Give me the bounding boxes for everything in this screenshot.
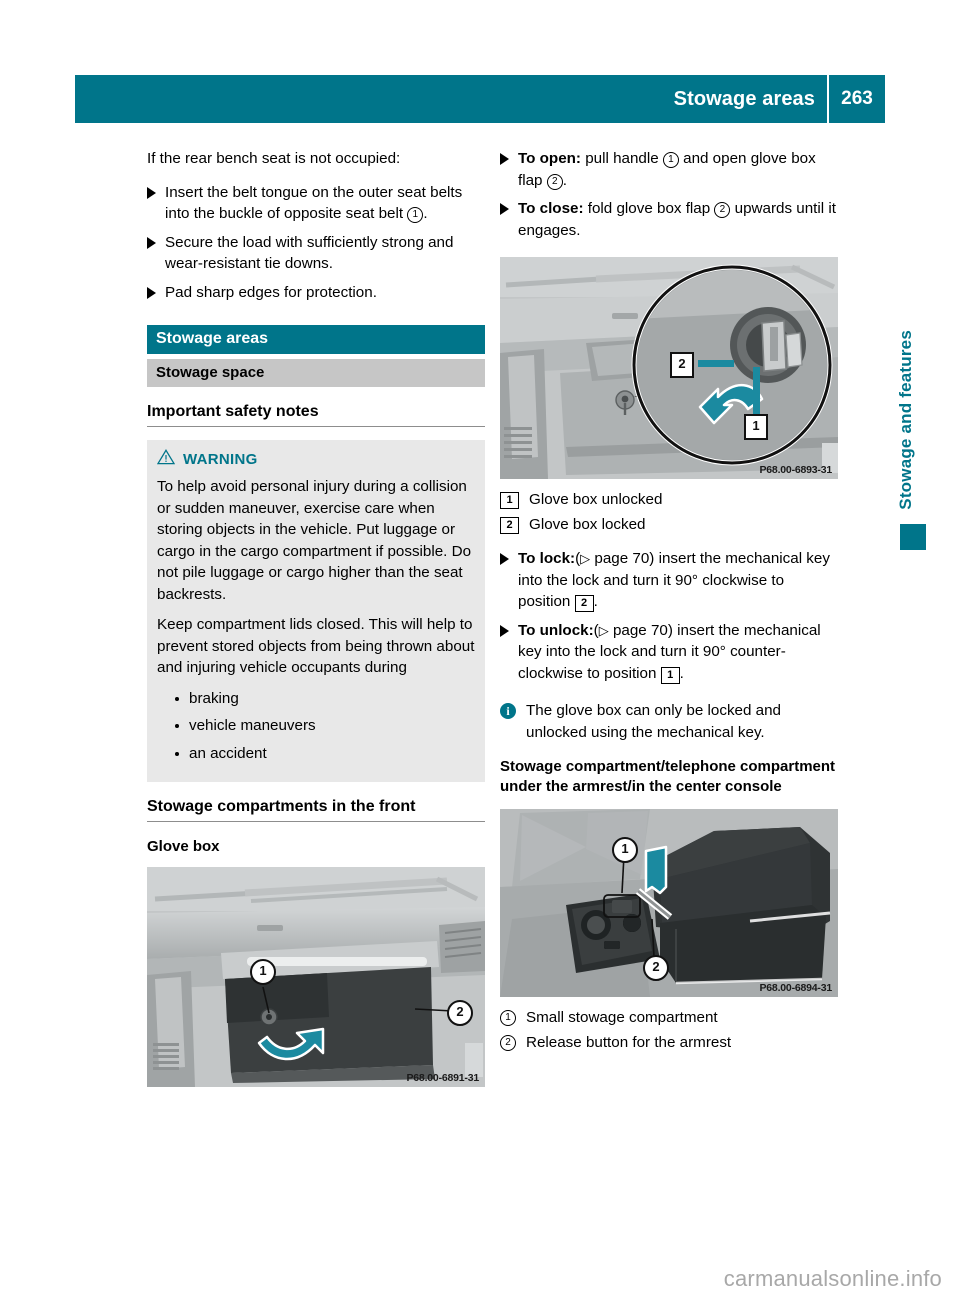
warning-title: WARNING xyxy=(183,451,258,468)
right-step-list xyxy=(500,148,838,241)
warning-box xyxy=(147,440,485,782)
legend-marker: 2 xyxy=(500,1035,516,1051)
chapter-side-tab-marker xyxy=(900,524,926,550)
step-text-after: . xyxy=(679,664,684,682)
step-text-after: . xyxy=(562,171,567,189)
site-watermark: carmanualsonline.info xyxy=(723,1266,942,1291)
figure-code: P68.00-6894-31 xyxy=(759,982,832,994)
page-ref-arrow-icon: ▷ xyxy=(598,622,609,638)
step-text-mid: and open glove box flap xyxy=(518,150,816,189)
step-item-to-lock xyxy=(500,548,838,613)
figure-code: P68.00-6891-31 xyxy=(406,1072,479,1084)
step-text: Pad sharp edges for protection. xyxy=(165,283,377,301)
legend-marker: 1 xyxy=(500,1010,516,1026)
warning-paragraph: To help avoid personal injury during a collision or sudden maneuver, exercise care when storing objects in the vehicle. Put luggage or cargo in the cargo compartment if possible. Do not pile luggage or cargo higher than the seat backrests. xyxy=(157,478,472,603)
callout-number: 2 xyxy=(547,174,563,190)
step-item xyxy=(147,282,485,304)
step-label: To open: xyxy=(518,150,581,167)
intro-text: If the rear bench seat is not occupied: xyxy=(147,150,401,167)
figure-callout-1: 1 xyxy=(250,959,276,985)
info-note xyxy=(500,700,838,743)
triangle-bullet-icon xyxy=(500,203,509,215)
triangle-bullet-icon xyxy=(147,287,156,299)
callout-number: 2 xyxy=(575,595,594,612)
left-step-list xyxy=(147,182,485,304)
figure-callout-1: 1 xyxy=(744,414,768,440)
page-reference[interactable]: (▷ page 70) xyxy=(575,550,655,567)
page-ref-text: page 70 xyxy=(594,550,650,567)
step-text-mid: upwards until it engages. xyxy=(518,200,836,239)
page-reference[interactable]: (▷ page 70) xyxy=(593,621,673,639)
legend-item xyxy=(500,514,838,536)
page-ref-text: page 70 xyxy=(612,621,668,639)
glove-box-lock-illustration xyxy=(500,257,838,479)
triangle-bullet-icon xyxy=(147,237,156,249)
callout-number: 1 xyxy=(661,667,680,684)
heading-important-safety-notes: Important safety notes xyxy=(147,403,485,427)
glove-box-open-illustration xyxy=(147,867,485,1087)
subsection-heading-stowage-space: Stowage space xyxy=(147,359,485,387)
legend-item xyxy=(500,489,838,511)
warning-triangle-icon xyxy=(157,449,175,470)
glove-box-open-figure xyxy=(147,867,485,1087)
figure-callout-2: 2 xyxy=(643,955,669,981)
figure-code: P68.00-6893-31 xyxy=(759,464,832,476)
left-column xyxy=(147,148,485,1087)
callout-number: 2 xyxy=(714,202,730,218)
heading-stowage-compartments-front: Stowage compartments in the front xyxy=(147,798,485,822)
step-item xyxy=(147,232,485,275)
figure-callout-1: 1 xyxy=(612,837,638,863)
legend-text: Glove box locked xyxy=(529,516,646,533)
warning-bullet-item: braking xyxy=(175,688,475,710)
step-text-after: . xyxy=(593,593,598,610)
step-item-to-unlock xyxy=(500,620,838,685)
callout-number: 1 xyxy=(663,152,679,168)
lock-legend xyxy=(500,489,838,536)
legend-text: Release button for the armrest xyxy=(526,1034,732,1051)
page-ref-arrow-icon: ▷ xyxy=(580,551,591,566)
step-text-mid: insert the mechanical key into the lock and turn it 90° counter-clockwise to position xyxy=(518,621,821,682)
center-console-armrest-figure xyxy=(500,809,838,997)
step-item-to-open xyxy=(500,148,838,191)
chapter-side-tab xyxy=(896,330,930,550)
callout-number: 1 xyxy=(407,207,423,223)
step-text: pull handle xyxy=(580,150,663,167)
warning-bullet-list xyxy=(157,688,475,765)
glove-box-lock-figure xyxy=(500,257,838,479)
triangle-bullet-icon xyxy=(147,187,156,199)
step-label: To unlock: xyxy=(518,621,594,639)
triangle-bullet-icon xyxy=(500,153,509,165)
center-console-illustration xyxy=(500,809,838,997)
step-label: To close: xyxy=(518,200,584,217)
console-legend xyxy=(500,1007,838,1054)
step-label: To lock: xyxy=(518,550,576,567)
legend-text: Glove box unlocked xyxy=(529,491,663,508)
info-note-text: The glove box can only be locked and unlocked using the mechanical key. xyxy=(526,702,781,741)
step-text: Insert the belt tongue on the outer seat belts into the buckle of opposite seat belt xyxy=(165,183,463,222)
warning-bullet-item: an accident xyxy=(175,743,475,765)
triangle-bullet-icon xyxy=(500,553,509,565)
page-number: 263 xyxy=(841,88,873,109)
triangle-bullet-icon xyxy=(500,625,509,637)
step-text-mid: insert the mechanical key into the lock and turn it 90° clockwise to position xyxy=(518,550,830,610)
step-item-to-close xyxy=(500,198,838,241)
heading-glove-box: Glove box xyxy=(147,838,220,855)
page-header xyxy=(75,75,885,123)
step-text: fold glove box flap xyxy=(583,200,715,217)
figure-callout-2: 2 xyxy=(447,1000,473,1026)
step-text-after: . xyxy=(423,205,428,222)
legend-item xyxy=(500,1032,838,1054)
right-column xyxy=(500,148,838,1057)
info-circle-icon: i xyxy=(500,703,516,719)
figure-callout-2: 2 xyxy=(670,352,694,378)
legend-marker: 2 xyxy=(500,517,519,534)
chapter-side-tab-label: Stowage and features xyxy=(896,330,915,510)
legend-text: Small stowage compartment xyxy=(526,1009,718,1026)
lock-step-list xyxy=(500,548,838,684)
warning-header xyxy=(157,449,475,470)
section-heading-stowage-areas: Stowage areas xyxy=(147,325,485,354)
warning-bullet-item: vehicle maneuvers xyxy=(175,715,475,737)
legend-marker: 1 xyxy=(500,492,519,509)
heading-stowage-telephone-compartment: Stowage compartment/telephone compartment under the armrest/in the center console xyxy=(500,758,836,795)
step-item xyxy=(147,182,485,225)
warning-paragraph: Keep compartment lids closed. This will help to prevent stored objects from being thrown about and injuring vehicle occupants during xyxy=(157,616,475,676)
legend-item xyxy=(500,1007,838,1029)
step-text: Secure the load with sufficiently strong and wear-resistant tie downs. xyxy=(165,233,454,272)
page-title: Stowage areas xyxy=(673,87,815,110)
